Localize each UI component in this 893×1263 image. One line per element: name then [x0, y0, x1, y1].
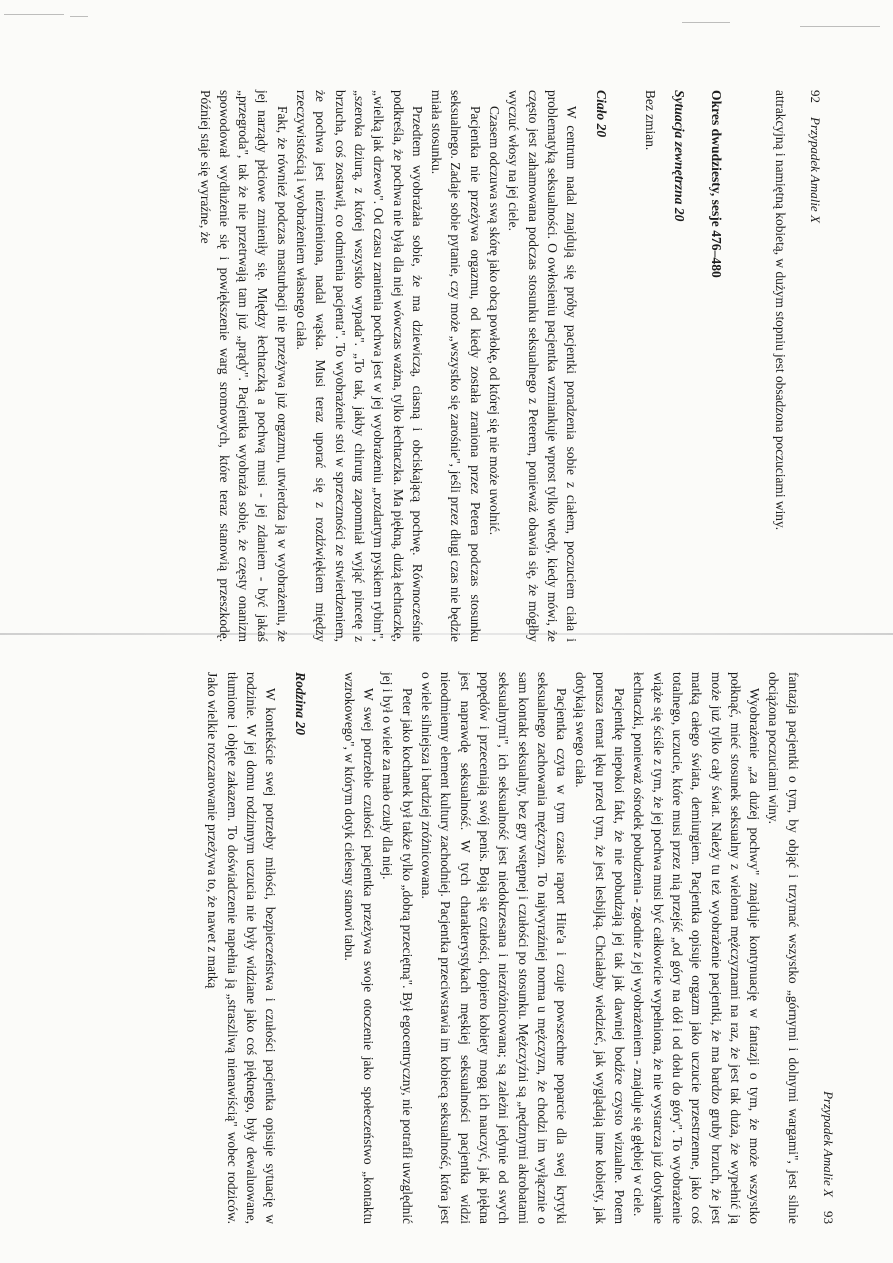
- scan-artifact-line: [70, 16, 88, 17]
- subsection-heading: Rodzina 20: [292, 672, 308, 736]
- running-head: [806, 90, 825, 642]
- subsection-heading: Sytuacja zewnętrzna 20: [672, 90, 688, 222]
- paragraph: Pacjentkę niepokoi fakt, że nie pobudzają jej tak jak dawniej bodźce czysto wizualne. Potem porusza temat lęku przed tym, że jest lesbijką. Chciałaby wiedzieć, jak wyglądają inne kobiety, jak dotykają swego ciała.: [573, 672, 628, 1224]
- paragraph: W swej potrzebie czułości pacjentka przeżywa swoje otoczenie jako społeczeństwo „kontaktu wzrokowego", w którym dotyk cielesny stanowi tabu.: [341, 672, 377, 1224]
- paragraph: Wyobrażenie „za dużej pochwy" znajduje kontynuację w fantazji o tym, że może wszystko połknąć, mieć stosunek seksualny z wieloma mężczyznami na raz, że jest tak duża, że wypełnić ją może już tylko cały świat. Należy tu też wyobrażenie pacjentki, że ma bardzo gruby brzuch, że jest matką całego świata, demiurgiem. Pacjentka opisuje orgazm jako uczucie przestrzenne, jako coś totalnego, uczucie, które musi przez nią przejść „od góry na dół i od dołu do góry". To wyobrażenie wiąże się ściśle z tym, że jej pochwa musi być całkowicie wypełniona, że nie wystarcza już dotykanie łechtaczki, ponieważ ośrodek pobudzenia - zgodnie z jej wyobrażeniem - znajduje się głębiej w ciele.: [631, 672, 763, 1224]
- scan-artifact-line: [800, 26, 880, 27]
- paragraph: Pacjentka nie przeżywa orgazmu, od kiedy została zraniona przez Petera podczas stosunku seksualnego. Zadaje sobie pytanie, czy może „wszystko się zarośnie", jeśli przez długi czas nie będzie miała stosunku.: [429, 90, 483, 642]
- paragraph: W kontekście swej potrzeby miłości, bezpieczeństwa i czułości pacjentka opisuje sytuację w rodzinie. W jej domu rodzinnym uczucia nie były widziane jako coś pięknego, były dewaluowane, tłumione i objęte zakazem. To doświadczenie napełnia ją „straszliwą nienawiścią" wobec rodziców. Jako wielkie rozczarowanie przeżywa to, że nawet z matką: [205, 672, 279, 1224]
- paragraph: W centrum nadal znajdują się próby pacjentki poradzenia sobie z ciałem, poczuciem ciała i problematyką seksualności. O owłosieniu pacjentka wzmiankuje wprost tylko wtedy, kiedy mówi, że często jest zahamowana podczas stosunku seksualnego z Peterem, ponieważ obawia się, że mógłby wyczuć włosy na jej ciele.: [506, 90, 580, 642]
- paragraph: Bez zmian.: [642, 90, 658, 151]
- running-head: [819, 672, 838, 1224]
- paragraph: Pacjentka czyta w tym czasie raport Hite'a i czuje powszechne poparcie dla swej krytyki seksualnego zachowania mężczyzn. To najwyraźniej norma u mężczyzn, że chodzi im wyłącznie o sam kontakt seksualny, bez gry wstępnej i czułości po stosunku. Mężczyźni są „nędznymi akrobatami seksualnymi", ich seksualność jest niedokrzesana i niezróżnicowana; są zależni jedynie od swych popędów i przeceniają swój penis. Boją się czułości, dopiero kobiety mogą ich nauczyć, jak piękna jest naprawdę seksualność. W tych charakterystykach męskiej seksualności pacjentka widzi nieodmienny element kultury zachodniej. Pacjentka przeciwstawia im kobiecą seksualność, która jest o wiele silniejsza i bardziej zróżnicowana.: [419, 672, 570, 1224]
- scan-artifact-line: [4, 14, 64, 15]
- page-number: 93: [821, 1211, 836, 1224]
- book-page-93: [78, 672, 838, 1224]
- scan-artifact-line: [682, 22, 730, 23]
- subsection-heading: Ciało 20: [593, 90, 609, 138]
- paragraph: Czasem odczuwa swą skórę jako obcą powłokę, od której się nie może uwolnić.: [487, 106, 503, 536]
- paragraph: attrakcyjną i namiętną kobietą, w dużym stopniu jest obsadzona poczuciami winy.: [772, 90, 788, 531]
- running-head-title: Przypadek Amalie X: [821, 1091, 836, 1197]
- paragraph: Przedtem wyobrażała sobie, że ma dziewiczą, ciasną i obciskającą pochwę. Równocześnie podkreśla, że pochwa nie była dla niej wówczas ważna, tylko łechtaczka. Ma piękną, dużą łechtaczkę, „wielką jak drzewo". Od czasu zranienia pochwa jest w jej wyobrażeniu „rozdartym pyskiem rybim", „szeroka dziurą, z której wszystko wypada". „To tak, jakby chirurg zapomniał wyjąć pincetę z brzucha, coś zostawił, co odmienia pacjenta". To wyobrażenie stoi w sprzeczności ze stwierdzeniem, że pochwa jest niezmieniona, nadal wąska. Musi teraz uporać się z rozdźwiękiem między rzeczywistością i wyobrażeniem własnego ciała.: [294, 90, 425, 642]
- paragraph: Peter jako kochanek był także tylko „dobrą przeciętną". Był egocentryczny, nie potrafił uwzględnić jej i był o wiele za mało czuły dla niej.: [380, 672, 415, 1224]
- book-page-92: [65, 90, 825, 642]
- page-number: 92: [808, 90, 823, 103]
- section-heading: Okres dwudziesty, sesje 476–480: [709, 90, 725, 278]
- paragraph: fantazja pacjentki o tym, by objąć i trzymać wszystko „górnymi i dolnymi wargami", jest silnie obciążona poczuciami winy.: [766, 672, 801, 1224]
- running-head-title: Przypadek Amalie X: [808, 117, 823, 223]
- paragraph: Fakt, że również podczas masturbacji nie przeżywa już orgazmu, utwierdza ją w wyobrażeniu, że jej narządy płciowe zmieniły się. Między łechtaczką a pochwą musi - jej zdaniem - być jakaś „przegroda", tak że nie przetrwają tam już „prądy". Pacjentka wyobraża sobie, że częsty onanizm spowodował wydłużenie się i powiększenie warg sromowych, które teraz stanowią przeszkodę. Później staje się wyraźne, że: [197, 90, 290, 642]
